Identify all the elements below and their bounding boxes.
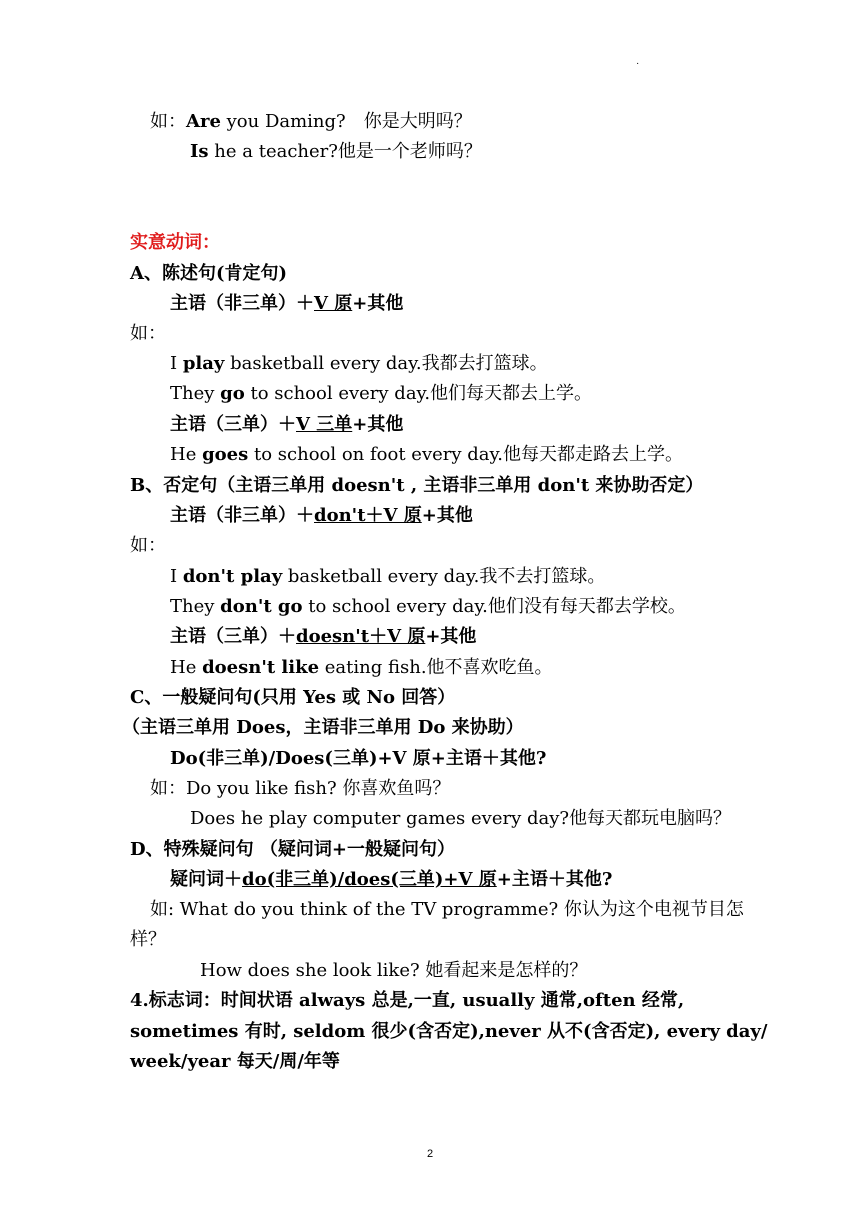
example-d-1b: 样？ xyxy=(130,929,166,950)
section-title: 实意动词： xyxy=(130,232,220,253)
formula-c: Do(非三单)/Does(三单)+V 原+主语＋其他? xyxy=(170,748,547,769)
example-d-1a: 如: What do you think of the TV programme? 你认为这个电视节目怎 xyxy=(150,899,744,920)
signal-words-line-2: sometimes 有时, seldom 很少(含否定),never 从不(含否定), every day/ xyxy=(130,1021,768,1042)
example-d-2: How does she look like? 她看起来是怎样的？ xyxy=(200,960,588,981)
example-c-2: Does he play computer games every day?他每天都玩电脑吗？ xyxy=(190,808,732,829)
ru-label-b: 如： xyxy=(130,535,166,556)
top-mark: · xyxy=(636,58,640,69)
heading-b: B、否定句（主语三单用 doesn't , 主语非三单用 don't 来协助否定） xyxy=(130,475,704,496)
example-c-1: 如：Do you like fish? 你喜欢鱼吗？ xyxy=(150,778,451,799)
example-a-2: They go to school every day.他们每天都去上学。 xyxy=(170,383,593,404)
heading-a: A、陈述句(肯定句) xyxy=(130,263,287,284)
formula-a-2: 主语（三单）＋V 三单+其他 xyxy=(170,414,404,435)
example-a-3: He goes to school on foot every day.他每天都走路去上学。 xyxy=(170,444,684,465)
formula-d: 疑问词＋do(非三单)/does(三单)+V 原+主语＋其他? xyxy=(170,869,613,890)
formula-a-1: 主语（非三单）＋V 原+其他 xyxy=(170,293,404,314)
example-be-line-1: 如：Are you Daming? 你是大明吗？ xyxy=(150,111,472,132)
page-number: 2 xyxy=(426,1148,434,1160)
note-c: （主语三单用 Does，主语非三单用 Do 来协助） xyxy=(122,717,524,738)
formula-b-2: 主语（三单）＋doesn't＋V 原+其他 xyxy=(170,626,477,647)
formula-b-1: 主语（非三单）＋don't＋V 原+其他 xyxy=(170,505,473,526)
signal-words-line-3: week/year 每天/周/年等 xyxy=(130,1051,340,1072)
example-b-2: They don't go to school every day.他们没有每天都去学校。 xyxy=(170,596,686,617)
heading-c: C、一般疑问句(只用 Yes 或 No 回答） xyxy=(130,687,456,708)
example-be-line-2: Is he a teacher?他是一个老师吗？ xyxy=(190,141,482,162)
ru-label-a: 如： xyxy=(130,323,166,344)
signal-words-line-1: 4.标志词：时间状语 always 总是,一直, usually 通常,often 经常, xyxy=(130,990,685,1011)
example-b-1: I don't play basketball every day.我不去打篮球。 xyxy=(170,566,606,587)
heading-d: D、特殊疑问句 （疑问词+一般疑问句） xyxy=(130,839,455,860)
example-b-3: He doesn't like eating fish.他不喜欢吃鱼。 xyxy=(170,657,553,678)
example-a-1: I play basketball every day.我都去打篮球。 xyxy=(170,353,548,374)
